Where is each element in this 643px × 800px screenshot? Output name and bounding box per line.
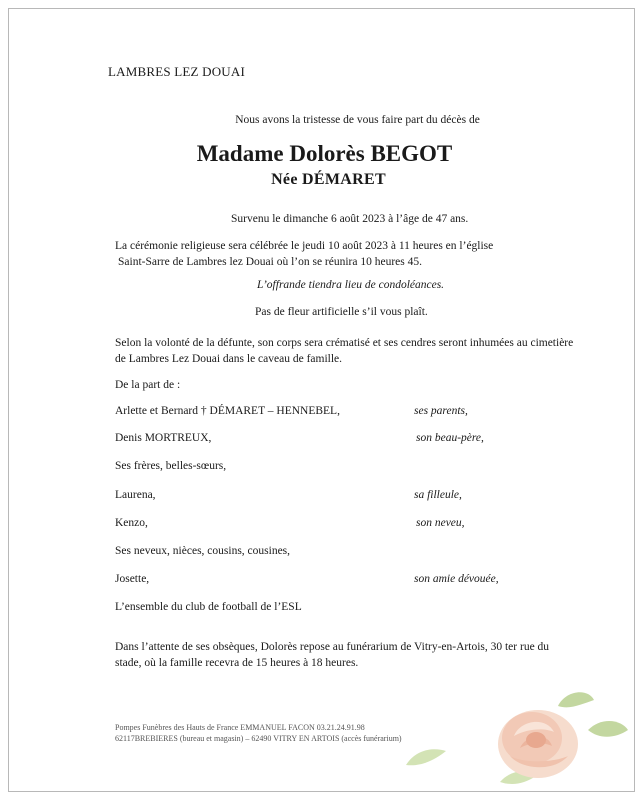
family-member-relation: sa filleule, [414, 489, 462, 501]
family-member-relation: ses parents, [414, 405, 468, 417]
rose-decoration-icon [470, 686, 630, 796]
family-member-name: L’ensemble du club de football de l’ESL [115, 601, 302, 613]
visitation-line-2: stade, où la famille recevra de 15 heures à 18 heures. [115, 657, 359, 669]
ceremony-line-1: La cérémonie religieuse sera célébrée le jeudi 10 août 2023 à 11 heures en l’église [115, 240, 494, 252]
intro-text [0, 114, 643, 126]
visitation-line-1: Dans l’attente de ses obsèques, Dolorès repose au funérarium de Vitry-en-Artois, 30 ter rue du [115, 641, 550, 653]
visitation-paragraph [115, 639, 585, 671]
family-member-relation: son neveu, [416, 517, 465, 529]
maiden-name [0, 171, 643, 189]
date-of-death: Survenu le dimanche 6 août 2023 à l’âge de 47 ans. [231, 213, 469, 225]
maiden-name-text: Née DÉMARET [271, 171, 386, 188]
ceremony-paragraph [115, 238, 535, 270]
family-member-name: Arlette et Bernard † DÉMARET – HENNEBEL, [115, 405, 340, 417]
offrande-note: L’offrande tiendra lieu de condoléances. [257, 279, 445, 291]
place-heading: LAMBRES LEZ DOUAI [108, 64, 246, 79]
family-member-name: Laurena, [115, 489, 156, 501]
family-member-relation: son amie dévouée, [414, 573, 499, 585]
flower-note: Pas de fleur artificielle s’il vous plaît. [255, 306, 428, 318]
wishes-paragraph [115, 335, 585, 367]
deceased-name-text: Madame Dolorès BEGOT [196, 141, 453, 166]
family-member-name: Denis MORTREUX, [115, 432, 212, 444]
funeral-home-line-1: Pompes Funèbres des Hauts de France EMMANUEL FACON 03.21.24.91.98 [115, 723, 365, 732]
wishes-line-1: Selon la volonté de la défunte, son corps sera crématisé et ses cendres seront inhumées au cimetière [115, 337, 574, 349]
from-label: De la part de : [115, 379, 181, 391]
funeral-home-info [115, 722, 402, 744]
leaf-decoration-icon [404, 745, 448, 771]
family-member-name: Kenzo, [115, 517, 148, 529]
funeral-home-line-2: 62117BREBIERES (bureau et magasin) – 62490 VITRY EN ARTOIS (accès funérarium) [115, 734, 402, 743]
family-member-name: Josette, [115, 573, 150, 585]
ceremony-line-2: Saint-Sarre de Lambres lez Douai où l’on se réunira 10 heures 45. [118, 256, 423, 268]
family-member-name: Ses frères, belles-sœurs, [115, 460, 227, 472]
wishes-line-2: de Lambres Lez Douai dans le caveau de famille. [115, 353, 343, 365]
intro-line: Nous avons la tristesse de vous faire part du décès de [235, 114, 480, 126]
family-member-relation: son beau-père, [416, 432, 484, 444]
family-member-name: Ses neveux, nièces, cousins, cousines, [115, 545, 291, 557]
deceased-name [0, 141, 643, 167]
